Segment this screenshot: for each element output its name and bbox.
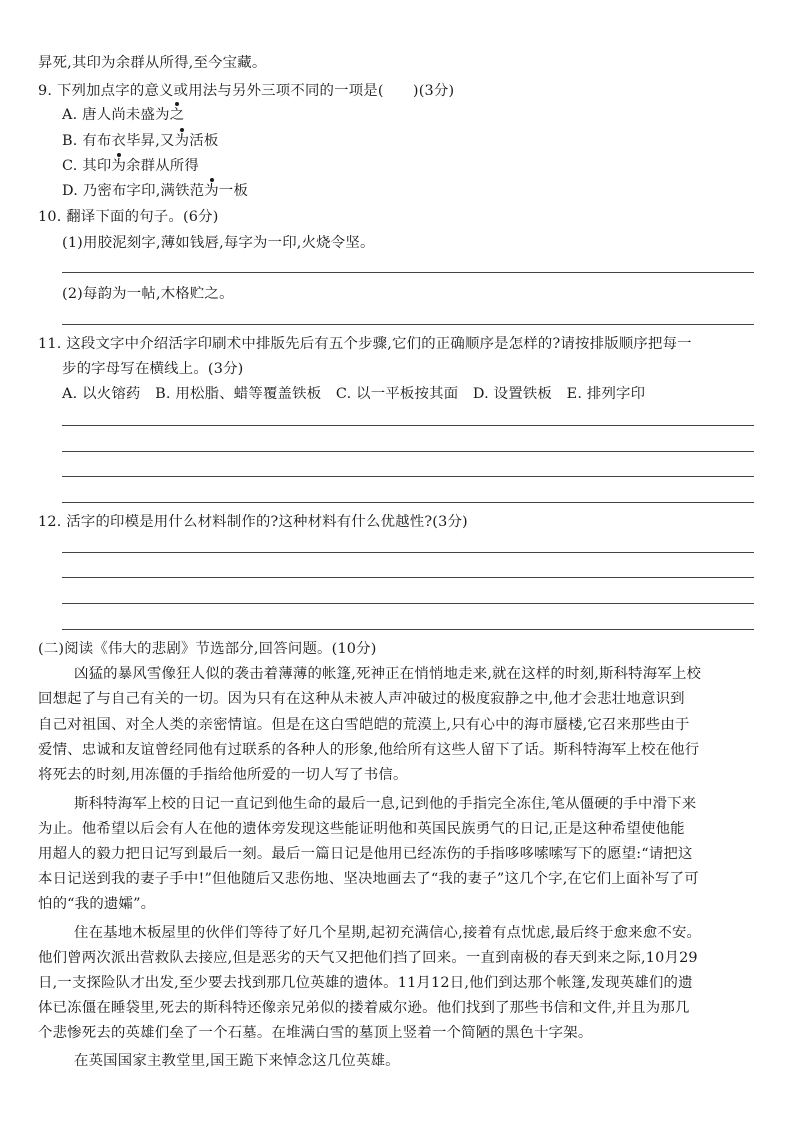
q9-option-a: A. 唐人尚未盛为之: [62, 107, 185, 123]
passage-line: 将死去的时刻,用冻僵的手指给他所爱的一切人写了书信。: [38, 767, 408, 783]
passage-line: 斯科特海军上校的日记一直记到他生命的最后一息,记到他的手指完全冻住,笔从僵硬的手中滑下来: [74, 796, 697, 812]
q10-sentence-1: (1)用胶泥刻字,薄如钱唇,每字为一印,火烧令坚。: [62, 235, 375, 251]
answer-line: [62, 502, 754, 503]
emphasis-dot-char: 为: [204, 183, 219, 199]
passage-line: 为止。他希望以后会有人在他的遗体旁发现这些能证明他和英国民族勇气的日记,正是这种希望使他能: [38, 821, 685, 837]
passage-line: 凶猛的暴风雪像狂人似的袭击着薄薄的帐篷,死神正在悄悄地走来,就在这样的时刻,斯科特海军上校: [74, 666, 702, 682]
passage-line: 日,一支探险队才出发,至少要去找到那几位英雄的遗体。11月12日,他们到达那个帐篷,发现英雄们的遗: [38, 975, 693, 991]
passage-line: 体已冻僵在睡袋里,死去的斯科特还像亲兄弟似的搂着威尔逊。他们找到了那些书信和文件,并且为那几: [38, 1000, 690, 1016]
question-10-stem: 10. 翻译下面的句子。(6分): [38, 209, 219, 225]
q11-options: A. 以火镕药 B. 用松脂、蜡等覆盖铁板 C. 以一平板按其面 D. 设置铁板 E. 排列字印: [62, 386, 646, 402]
passage-line: 回想起了与自己有关的一切。因为只有在这种从未被人声冲破过的极度寂静之中,他才会悲壮地意识到: [38, 691, 685, 707]
question-9-stem: 9. 下列加点字的意义或用法与另外三项不同的一项是( )(3分): [38, 83, 455, 99]
question-12-stem: 12. 活字的印模是用什么材料制作的?这种材料有什么优越性?(3分): [38, 514, 468, 530]
emphasis-dot-char: 为: [174, 133, 190, 149]
section-2-heading: (二)阅读《伟大的悲剧》节选部分,回答问题。(10分): [38, 641, 377, 657]
passage-line: 用超人的毅力把日记写到最后一刻。最后一篇日记是他用已经冻伤的手指哆哆嗦嗦写下的愿望:“请把这: [38, 846, 693, 862]
passage-line: 住在基地木板屋里的伙伴们等待了好几个星期,起初充满信心,接着有点忧虑,最后终于愈来愈不安。: [74, 925, 702, 941]
continuation-text: 昇死,其印为余群从所得,至今宝藏。: [38, 55, 267, 71]
q9-option-c: C. 其印为余群从所得: [62, 158, 199, 174]
passage-line: 怕的“我的遗孀”。: [38, 896, 156, 912]
answer-line: [62, 603, 754, 604]
passage-line: 在英国国家主教堂里,国王跪下来悼念这几位英雄。: [74, 1053, 400, 1069]
passage-line: 自己对祖国、对全人类的亲密情谊。但是在这白雪皑皑的荒漠上,只有心中的海市蜃楼,它召来那些由于: [38, 717, 690, 733]
answer-line: [62, 552, 754, 553]
question-11-stem-line2: 步的字母写在横线上。(3分): [62, 361, 244, 377]
answer-line: [62, 272, 754, 273]
answer-line: [62, 324, 754, 325]
q10-sentence-2: (2)每韵为一帖,木格贮之。: [62, 286, 234, 302]
answer-line: [62, 577, 754, 578]
passage-line: 他们曾两次派出营救队去接应,但是恶劣的天气又把他们挡了回来。一直到南极的春天到来之际,10月29: [38, 950, 698, 966]
passage-line: 个悲惨死去的英雄们垒了一个石墓。在堆满白雪的墓顶上竖着一个简陋的黑色十字架。: [38, 1025, 593, 1041]
q9-option-d: D. 乃密布字印,满铁范为一板: [62, 183, 249, 199]
emphasis-dot-char: 之: [169, 107, 185, 123]
answer-line: [62, 451, 754, 452]
q9-option-b: B. 有布衣毕昇,又为活板: [62, 133, 219, 149]
passage-line: 爱情、忠诚和友谊曾经同他有过联系的各种人的形象,他给所有这些人留下了话。斯科特海军上校在他行: [38, 742, 700, 758]
answer-line: [62, 425, 754, 426]
passage-line: 本日记送到我的妻子手中!”但他随后又悲伤地、坚决地画去了“我的妻子”这几个字,在它们上面补写了可: [38, 871, 699, 887]
answer-line: [62, 629, 754, 630]
answer-line: [62, 476, 754, 477]
question-11-stem-line1: 11. 这段文字中介绍活字印刷术中排版先后有五个步骤,它们的正确顺序是怎样的?请按排版顺序把每一: [38, 336, 692, 352]
emphasis-dot-char: 为: [111, 158, 127, 174]
